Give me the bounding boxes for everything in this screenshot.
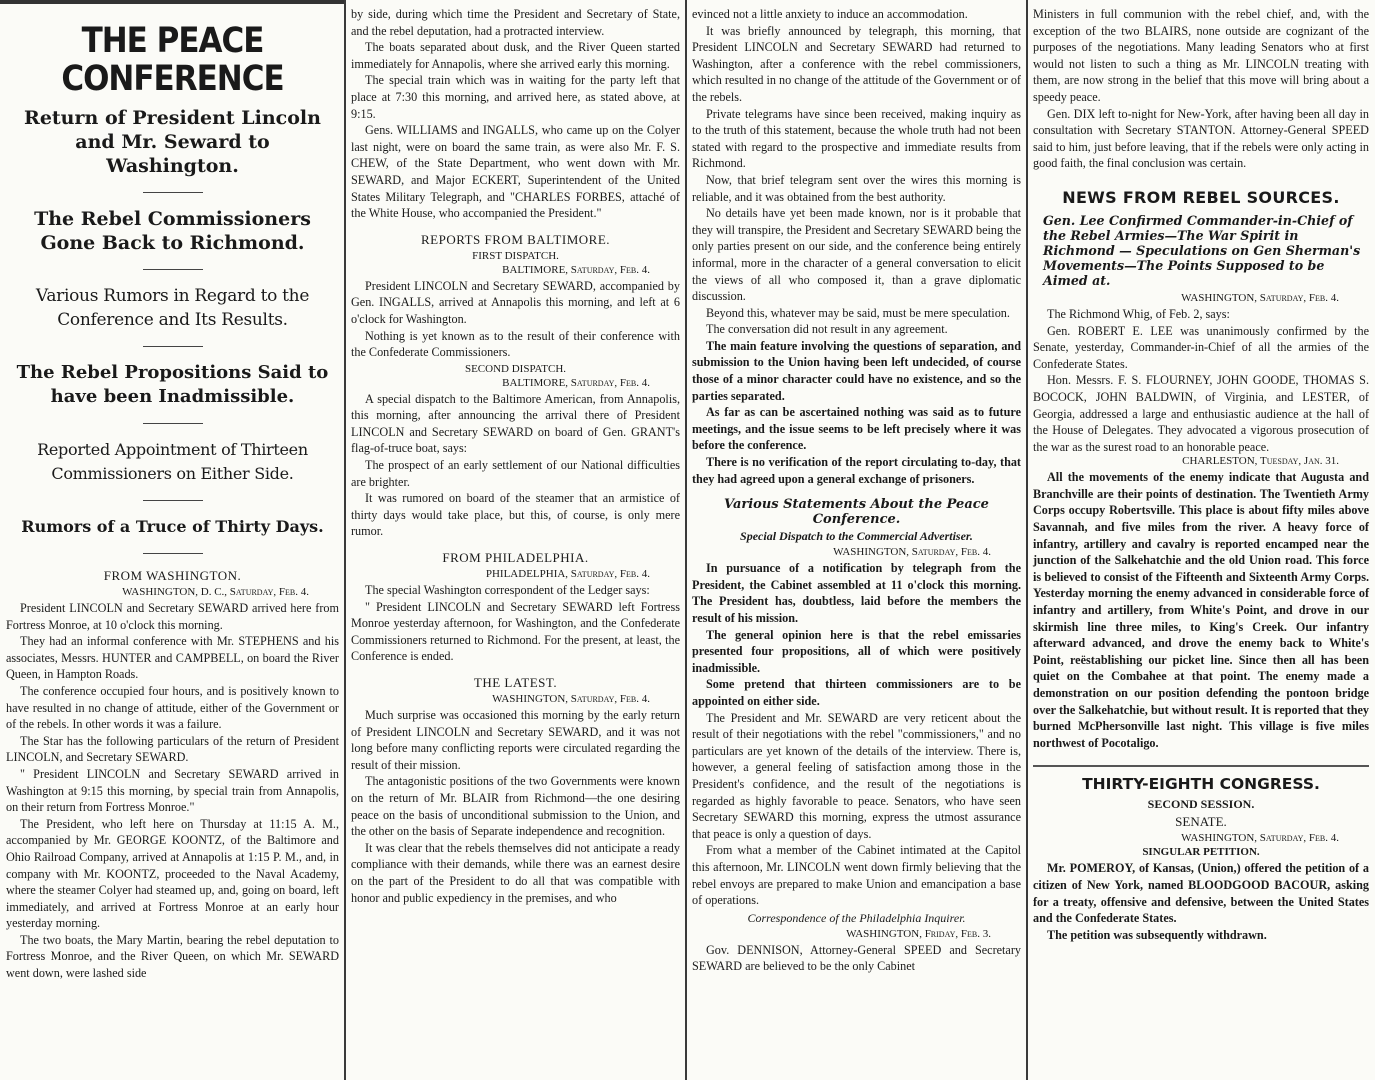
paragraph: " President LINCOLN and Secretary SEWARD arrived in Washington at 9:15 this morning, by special train from Annapolis, on their return from Fortress Monroe.": [6, 766, 339, 815]
paragraph: The prospect of an early settlement of our National difficulties are brighter.: [351, 458, 680, 489]
section-heading: NEWS FROM REBEL SOURCES.: [1062, 187, 1340, 207]
deck-4: The Rebel Propositions Said to have been Inadmissible.: [16, 362, 329, 407]
paragraph: Some pretend that thirteen commissioners are to be appointed on either side.: [692, 677, 1021, 708]
paragraph: Nothing is yet known as to the result of their conference with the Confederate Commissioners.: [351, 328, 680, 360]
paragraph: All the movements of the enemy indicate that Augusta and Branchville are their points of destination. The Twentieth Army Corps occupy Robertsville. This place is about fifty miles above Savannah, and five miles from the river. A heavy force of infantry, artillery and cavalry is reported encamped near the junction of the Salkehatchie and the old Union road. This force is believed to consist of the Fifteenth and Sixteenth Army Corps. Yesterday morning the enemy advanced in considerable force of infantry and artillery, from White's Point, and drove in our skirmish line three miles, to King's Creek. Our infantry afterward advanced, and drove the enemy back to White's Point, reëstablishing our picket line. Since then all has been quiet on the Combahee at that point. The enemy made a demonstration on our position defending the pontoon bridge over the Salkehatchie, but without result. It is reported that they burned McPhersonville last night. This village is five miles northwest of Pocotaligo.: [1033, 470, 1369, 750]
deck-2: The Rebel Commissioners Gone Back to Richmond.: [34, 208, 311, 254]
paragraph: In pursuance of a notification by telegraph from the President, the Cabinet assembled at 11 o'clock this morning. The President has, doubtless, laid before the members the result of his mission.: [692, 561, 1021, 625]
paragraph: Much surprise was occasioned this morning by the early return of President LINCOLN and Secretary SEWARD, and it was not long before many conflicting reports were circulated regarding the result of their mission.: [351, 708, 680, 772]
column-1: [0, 0, 345, 1080]
dateline: BALTIMORE, Saturday, Feb. 4.: [502, 263, 650, 276]
dateline: BALTIMORE, Saturday, Feb. 4.: [502, 376, 650, 389]
paragraph: The special train which was in waiting for the party left that place at 7:30 this morning, and arrived here, as stated above, at 9:15.: [351, 73, 680, 121]
headline: THE PEACE CONFERENCE: [61, 20, 284, 100]
deck-3: Various Rumors in Regard to the Conference and Its Results.: [35, 286, 310, 330]
dateline: CHARLESTON, Tuesday, Jan. 31.: [1182, 455, 1339, 468]
paragraph: It was clear that the rebels themselves did not anticipate a ready compliance with their demands, while there was an earnest desire on the part of the President to do all that was compatible with honor and public expediency in the premises, and who: [351, 840, 680, 905]
dateline: WASHINGTON, D. C., Saturday, Feb. 4.: [122, 586, 309, 598]
paragraph: The two boats, the Mary Martin, bearing the rebel deputation to Fortress Monroe, and the River Queen, on which Mr. SEWARD went down, were lashed side: [6, 932, 339, 981]
dateline: WASHINGTON, Friday, Feb. 3.: [846, 927, 991, 940]
paragraph: The President, who left here on Thursday at 11:15 A. M., accompanied by Mr. GEORGE KOONTZ, of the Baltimore and Ohio Railroad Company, arrived at Annapolis at 1:15 P. M., and, in company with Mr. KOONTZ, proceeded to the Naval Academy, where the steamer Colyer had steamed up, and, going on board, left immediately, and arrived at Fortress Monroe at an early hour yesterday morning.: [6, 816, 339, 931]
section-heading: FROM WASHINGTON.: [103, 568, 242, 583]
column-4: [1027, 0, 1375, 1080]
paragraph: " President LINCOLN and Secretary SEWARD left Fortress Monroe yesterday afternoon, for Washington, and the Confederate Commissioners returned to Richmond. For the present, at least, the Conference is ended.: [351, 599, 680, 664]
column-2: [345, 0, 686, 1080]
subheading: Gen. Lee Confirmed Commander-in-Chief of the Rebel Armies—The War Spirit in Richmond — Speculations on Gen Sherman's Movements—The Points Supposed to be Aimed at.: [1043, 212, 1361, 288]
paragraph: From what a member of the Cabinet intimated at the Capitol this afternoon, Mr. LINCOLN went down firmly believing that the rebel envoys are prepared to make Union and emancipation a base of operations.: [692, 843, 1021, 908]
paragraph: The antagonistic positions of the two Governments were known on the return of Mr. BLAIR from Richmond—the one desiring peace on the basis of unconditional submission to the Union, and the other on the basis of Separate independence and recognition.: [351, 774, 680, 839]
paragraph: evinced not a little anxiety to induce an accommodation.: [692, 7, 968, 21]
paragraph: Hon. Messrs. F. S. FLOURNEY, JOHN GOODE, THOMAS S. BOCOCK, JOHN BALDWIN, of Virginia, and LESTER, of Georgia, addressed a large and enthusiastic audience at the hall of the House of Delegates. They advocated a vigorous prosecution of the war as the surest road to an honorable peace.: [1033, 373, 1369, 454]
dateline: WASHINGTON, Saturday, Feb. 4.: [1181, 291, 1339, 304]
paragraph: Gens. WILLIAMS and INGALLS, who came up on the Colyer last night, were on board the same train, as were also Mr. F. S. CHEW, of the State Department, who went down with Mr. SEWARD, and Major ECKERT, Superintendent of the United States Military Telegraph, and "CHARLES FORBES, attaché of the White House, who accompanied the President.": [351, 123, 680, 221]
paragraph: No details have yet been made known, nor is it probable that they will transpire, the President and Secretary SEWARD being the only parties present on our side, and the conference being entirely informal, more in the character of a general conversation to elicit the views of all who composed it, than a grave diplomatic discussion.: [692, 206, 1021, 304]
paragraph: by side, during which time the President and Secretary of State, and the rebel deputation, had a protracted interview.: [351, 7, 680, 38]
section-heading: FROM PHILADELPHIA.: [442, 550, 589, 566]
deck-5: Reported Appointment of Thirteen Commissioners on Either Side.: [37, 440, 308, 483]
paragraph: Private telegrams have since been received, making inquiry as to the truth of this statement, because the whole truth had not been stated with regard to the prospective and immediate results from Richmond.: [692, 106, 1021, 171]
separator: [143, 346, 203, 347]
subheading: SINGULAR PETITION.: [1142, 846, 1260, 859]
separator: [143, 500, 203, 501]
paragraph: They had an informal conference with Mr. STEPHENS and his associates, Messrs. HUNTER and CAMPBELL, on board the River Queen, in Hampton Roads.: [6, 634, 339, 682]
paragraph: The conference occupied four hours, and is positively known to have resulted in no change of attitude, either of the Government or of the rebels. In other words it was a failure.: [6, 683, 339, 732]
paragraph: The conversation did not result in any agreement.: [706, 322, 948, 337]
paragraph: The Richmond Whig, of Feb. 2, says:: [1047, 306, 1230, 321]
paragraph: The special Washington correspondent of the Ledger says:: [365, 583, 650, 598]
paragraph: The President and Mr. SEWARD are very reticent about the result of their negotiations with the rebel "commissioners," and no particulars are yet known of the details of the interview. There is, however, a general feeling of satisfaction among those in the President's confidence, and the result of the negotiations is regarded as highly favorable to peace. Senators, who have seen Secretary SEWARD this morning, express the utmost assurance that peace is only a question of days.: [692, 710, 1021, 841]
paragraph: A special dispatch to the Baltimore American, from Annapolis, this morning, after announcing the arrival there of President LINCOLN and Secretary SEWARD on board of Gen. GRANT's flag-of-truce boat, says:: [351, 391, 680, 456]
paragraph: The boats separated about dusk, and the River Queen started immediately for Annapolis, where she arrived early this morning.: [351, 40, 680, 71]
paragraph: It was briefly announced by telegraph, this morning, that President LINCOLN and Secretary SEWARD had returned to Washington, after a conference with the rebel commissioners, which resulted in no change of the attitude of the Government or of the rebels.: [692, 23, 1021, 104]
paragraph: Ministers in full communion with the rebel chief, and, with the exception of the two BLAIRS, none outside are cognizant of the purposes of the negotiations. Many leading Senators who at first would not listen to such a thing as Mr. LINCOLN treating with them, are now strong in the belief that this move will bring about a speedy peace.: [1033, 7, 1369, 104]
subheading: Correspondence of the Philadelphia Inquirer.: [747, 910, 966, 925]
subheading: FIRST DISPATCH.: [472, 249, 559, 262]
paragraph: Mr. POMEROY, of Kansas, (Union,) offered the petition of a citizen of New York, named BLOODGOOD BACOUR, asking for a treaty, offensive and defensive, between the United States and the Confederate States.: [1033, 861, 1369, 926]
dateline: WASHINGTON, Saturday, Feb. 4.: [492, 693, 650, 705]
subheading: Special Dispatch to the Commercial Advertiser.: [740, 529, 973, 544]
deck-6: Rumors of a Truce of Thirty Days.: [21, 517, 324, 536]
paragraph: Gen. DIX left to-night for New-York, after having been all day in consultation with Secretary STANTON. Attorney-General SPEED said to him, just before leaving, that if the rebels were only acting in good faith, the final conclusion was certain.: [1033, 106, 1369, 171]
dateline: PHILADELPHIA, Saturday, Feb. 4.: [485, 568, 650, 581]
dateline: WASHINGTON, Saturday, Feb. 4.: [1181, 832, 1339, 845]
section-rule: [1033, 765, 1369, 767]
paragraph: Beyond this, whatever may be said, must be mere speculation.: [706, 305, 1010, 320]
paragraph: The petition was subsequently withdrawn.: [1047, 927, 1267, 942]
separator: [143, 269, 203, 270]
paragraph: Gov. DENNISON, Attorney-General SPEED and Secretary SEWARD are believed to be the only Cabinet: [692, 942, 1021, 974]
paragraph: Gen. ROBERT E. LEE was unanimously confirmed by the Senate, yesterday, Commander-in-Chief of all the armies of the Confederate States.: [1033, 323, 1369, 371]
paragraph: It was rumored on board of the steamer that an armistice of thirty days would take place, but this, of course, is only mere rumor.: [351, 491, 680, 539]
section-heading: REPORTS FROM BALTIMORE.: [420, 231, 611, 247]
separator: [143, 192, 203, 193]
paragraph: The main feature involving the questions of separation, and submission to the Union having been left undecided, of course those of a minor character could have no existence, and so the parties separated.: [692, 338, 1021, 403]
section-heading: THIRTY-EIGHTH CONGRESS.: [1082, 775, 1320, 794]
subheading: SECOND SESSION.: [1147, 797, 1255, 812]
section-heading: THE LATEST.: [473, 675, 558, 690]
paragraph: President LINCOLN and Secretary SEWARD, accompanied by Gen. INGALLS, arrived at Annapolis this morning, and left at 6 o'clock for Washington.: [351, 278, 680, 326]
paragraph: As far as can be ascertained nothing was said as to future meetings, and the issue seems to be left precisely where it was before the conference.: [692, 405, 1021, 453]
paragraph: The general opinion here is that the rebel emissaries presented four propositions, all of which were positively inadmissible.: [692, 627, 1021, 675]
separator: [143, 423, 203, 424]
deck-1: Return of President Lincoln and Mr. Seward to Washington.: [24, 107, 321, 177]
paragraph: There is no verification of the report circulating to-day, that they had agreed upon a general exchange of prisoners.: [692, 455, 1021, 486]
section-heading: Various Statements About the Peace Conference.: [724, 497, 989, 528]
paragraph: Now, that brief telegram sent over the wires this morning is reliable, and it was obtained from the best authority.: [692, 172, 1021, 204]
column-3: [686, 0, 1027, 1080]
paragraph: The Star has the following particulars of the return of President LINCOLN, and Secretary SEWARD.: [6, 733, 339, 765]
separator: [143, 553, 203, 554]
subheading: SECOND DISPATCH.: [464, 362, 567, 375]
subheading: SENATE.: [1175, 814, 1227, 830]
dateline: WASHINGTON, Saturday, Feb. 4.: [833, 546, 991, 559]
paragraph: President LINCOLN and Secretary SEWARD arrived here from Fortress Monroe, at 10 o'clock this morning.: [6, 601, 339, 632]
